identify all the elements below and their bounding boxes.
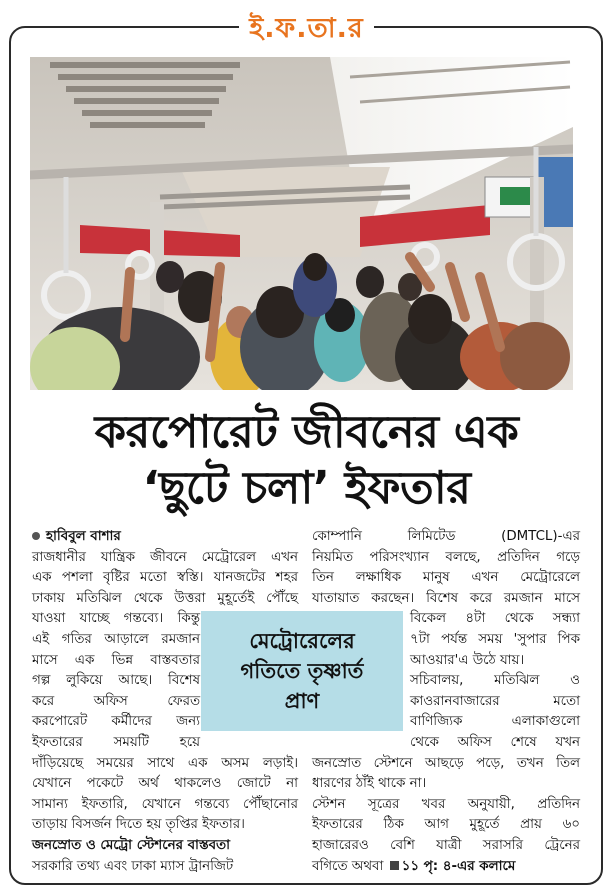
body-line: বিকেল ৪টা থেকে সন্ধ্যা [410,611,580,627]
body-line: ইফতারের ঠিক আগ মুহূর্তে প্রায় ৬০ [312,817,580,833]
body-line: ইফতারের সময়টি হয়ে [32,734,200,750]
body-line: ঢাকায় মতিঝিল থেকে উত্তরা মুহূর্তেই পৌঁছে [32,590,298,606]
pull-quote-line-2: গতিতে তৃষ্ণার্ত [240,659,364,683]
metro-train-interior-image [30,57,573,390]
body-line: এই গতির আড়ালে রমজান [32,631,200,647]
body-line: করপোরেট কর্মীদের জন্য [32,714,200,730]
bullet-icon [32,532,40,540]
body-line: হাজারেরও বেশি যাত্রী সরাসরি ট্রেনের [312,837,580,853]
body-line: আওয়ার'এ উঠে যায়। [410,652,525,668]
body-line: জনস্রোত স্টেশনে আছড়ে পড়ে, তখন তিল [312,755,580,771]
body-line: ৭টা পর্যন্ত সময় 'সুপার পিক [410,631,580,647]
pull-quote [201,611,403,731]
body-line: যাওয়া যাচ্ছে গন্তব্যে। কিন্তু [32,611,200,627]
body-line: স্টেশন সূত্রের খবর অনুযায়ী, প্রতিদিন [312,796,580,812]
body-line: সরকারি তথ্য এবং ঢাকা ম্যাস ট্রানজিট [32,858,234,874]
body-line: গল্প লুকিয়ে আছে। বিশেষ [32,673,200,689]
pull-quote-line-1: মেট্রোরেলের [249,629,355,653]
section-tag [0,8,613,53]
body-line: যাতায়াত করছেন। বিশেষ করে রমজান মাসে [312,590,580,606]
body-line: তিন লক্ষাধিক মানুষ এখন মেট্রোরেলে [312,570,580,586]
body-line: সামান্য ইফতারি, যেখানে গন্তব্যে পৌঁছানোর [32,796,298,812]
body-line: কোম্পানি লিমিটেড (DMTCL)-এর [312,529,580,544]
body-line: কাওরানবাজারের মতো [410,693,580,709]
headline [20,404,593,516]
body-line: যেখানে পকেটে অর্থ থাকলেও জোটে না [32,776,298,792]
body-line: দাঁড়িয়েছে সময়ের সাথে এক অসম লড়াই। [32,755,298,771]
continuation-reference: ১১ পৃ: ৪-এর কলামে [401,858,516,874]
headline-line-1: করপোরেট জীবনের এক [94,405,519,458]
body-line: বাণিজ্যিক এলাকাগুলো [410,714,580,730]
continuation-line [312,857,580,878]
square-marker-icon [390,861,399,870]
right-column-bottom [312,754,580,857]
body-line: সচিবালয়, মতিঝিল ও [410,673,580,689]
body-line: এক পশলা বৃষ্টির মতো স্বস্তি। যানজটের শহর [32,570,298,586]
body-line: মাসে এক ভিন্ন বাস্তবতার [32,652,200,668]
right-column-top [312,527,580,609]
body-line: থেকে অফিস শেষে যখন [410,734,580,750]
article-photo [30,57,573,390]
pull-quote-line-3: প্রাণ [284,689,320,713]
body-line: নিয়মিত পরিসংখ্যান বলছে, প্রতিদিন গড়ে [312,549,580,565]
body-line: রাজধানীর যান্ত্রিক জীবনে মেট্রোরেল এখন [32,549,298,565]
section-tag-label: ই.ফ.তা.র [239,13,374,44]
left-subhead: জনস্রোত ও মেট্রো স্টেশনের বাস্তবতা [32,837,230,853]
body-line: বগিতে অথবা [312,858,384,874]
byline-author: হাবিবুল বাশার [46,529,121,544]
body-line: করে অফিস ফেরত [32,693,200,709]
body-line: তাড়ায় বিসর্জন দিতে হয় তৃপ্তির ইফতার। [32,817,245,833]
headline-line-2: ‘ছুটে চলা’ ইফতার [142,461,471,514]
byline [32,527,298,548]
body-line: ধারণের ঠাঁই থাকে না। [312,776,427,792]
